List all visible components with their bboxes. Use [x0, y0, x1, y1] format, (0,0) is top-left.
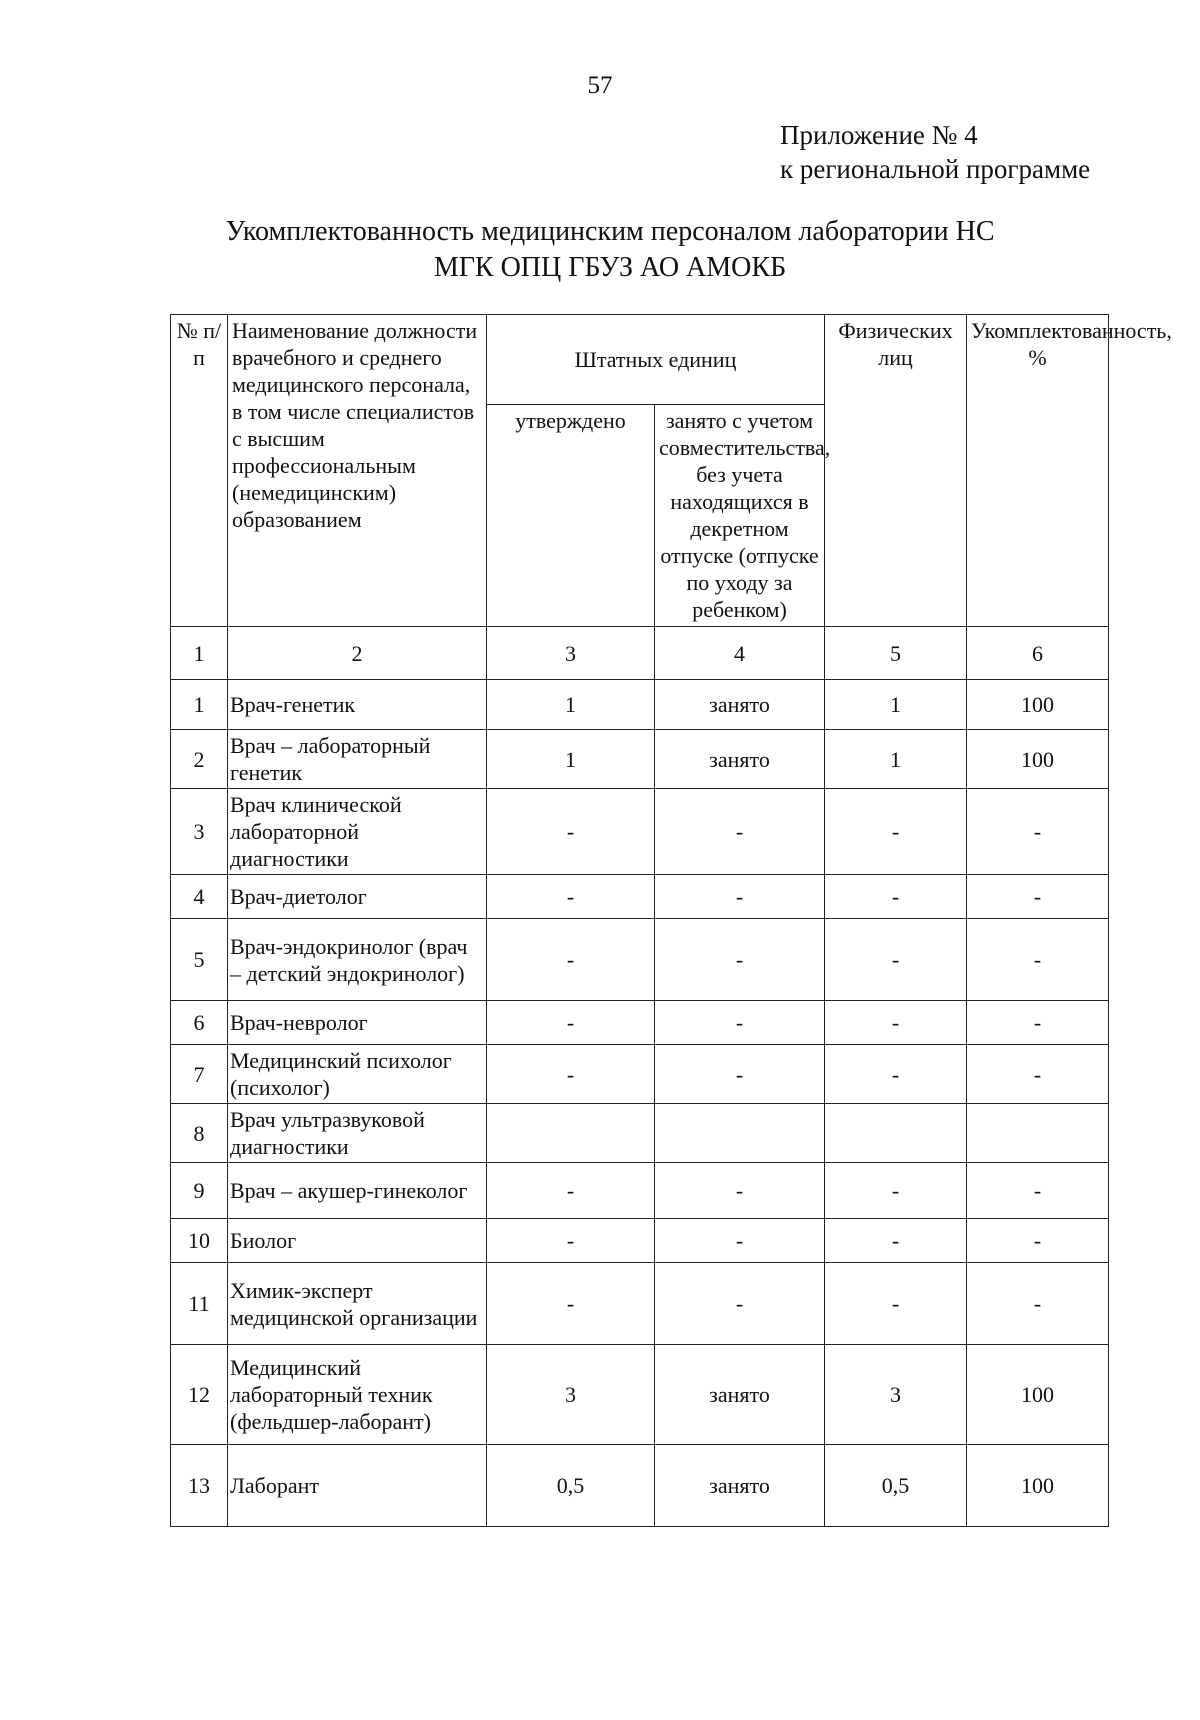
position-name-cell: Врач-диетолог: [228, 875, 487, 919]
occupied-cell: занято: [655, 1445, 825, 1527]
occupied-cell: -: [655, 919, 825, 1001]
approved-cell: -: [487, 789, 655, 875]
row-number-cell: 11: [171, 1263, 228, 1345]
occupied-cell: -: [655, 789, 825, 875]
row-number-cell: 2: [171, 730, 228, 789]
position-name-cell: Врач клинической лабораторной диагностики: [228, 789, 487, 875]
appendix-line-1: Приложение № 4: [780, 120, 978, 150]
physical-persons-cell: -: [825, 1163, 967, 1219]
physical-persons-cell: -: [825, 919, 967, 1001]
physical-persons-cell: -: [825, 1219, 967, 1263]
staffing-percent-cell: [967, 1104, 1109, 1163]
table-row: [171, 1163, 1109, 1219]
page-number: 57: [587, 72, 613, 99]
staffing-percent-cell: -: [967, 875, 1109, 919]
approved-cell: -: [487, 919, 655, 1001]
physical-persons-cell: [825, 1104, 967, 1163]
column-number-row: [171, 627, 1109, 680]
column-number: 4: [655, 627, 825, 680]
row-number-cell: 13: [171, 1445, 228, 1527]
table-row: [171, 1219, 1109, 1263]
approved-cell: -: [487, 1263, 655, 1345]
header-staffing-percent: Укомплектованность, %: [967, 315, 1109, 627]
row-number-cell: 6: [171, 1001, 228, 1045]
header-approved: утверждено: [487, 405, 655, 627]
header-number: № п/п: [171, 315, 228, 627]
position-name-cell: Врач ультразвуковой диагностики: [228, 1104, 487, 1163]
staffing-percent-cell: 100: [967, 680, 1109, 730]
table-row: [171, 875, 1109, 919]
physical-persons-cell: -: [825, 875, 967, 919]
position-name-cell: Врач – лабораторный генетик: [228, 730, 487, 789]
approved-cell: 3: [487, 1345, 655, 1445]
approved-cell: -: [487, 1163, 655, 1219]
approved-cell: 1: [487, 680, 655, 730]
occupied-cell: занято: [655, 680, 825, 730]
staffing-percent-cell: -: [967, 1219, 1109, 1263]
occupied-cell: -: [655, 875, 825, 919]
row-number-cell: 1: [171, 680, 228, 730]
staffing-percent-cell: -: [967, 789, 1109, 875]
header-occupied: занято с учетом совместительства, без учета находящихся в декретном отпуске (отпуске по уходу за ребенком): [655, 405, 825, 627]
table-row: [171, 1104, 1109, 1163]
position-name-cell: Химик-эксперт медицинской организации: [228, 1263, 487, 1345]
table-row: [171, 1001, 1109, 1045]
physical-persons-cell: 1: [825, 730, 967, 789]
physical-persons-cell: 0,5: [825, 1445, 967, 1527]
position-name-cell: Врач-невролог: [228, 1001, 487, 1045]
staffing-percent-cell: 100: [967, 730, 1109, 789]
position-name-cell: Лаборант: [228, 1445, 487, 1527]
table-row: [171, 1263, 1109, 1345]
physical-persons-cell: -: [825, 789, 967, 875]
occupied-cell: [655, 1104, 825, 1163]
header-position-name: Наименование должности врачебного и среднего медицинского персонала, в том числе специалистов с высшим профессиональным (немедицинским) образованием: [228, 315, 487, 627]
row-number-cell: 10: [171, 1219, 228, 1263]
column-number: 3: [487, 627, 655, 680]
position-name-cell: Медицинский психолог (психолог): [228, 1045, 487, 1104]
approved-cell: 0,5: [487, 1445, 655, 1527]
row-number-cell: 5: [171, 919, 228, 1001]
title-line-2: МГК ОПЦ ГБУЗ АО АМОКБ: [433, 252, 787, 283]
position-name-cell: Врач-генетик: [228, 680, 487, 730]
occupied-cell: -: [655, 1263, 825, 1345]
physical-persons-cell: -: [825, 1001, 967, 1045]
appendix-line-2: к региональной программе: [780, 154, 1091, 184]
physical-persons-cell: -: [825, 1263, 967, 1345]
physical-persons-cell: -: [825, 1045, 967, 1104]
column-number: 1: [171, 627, 228, 680]
staffing-percent-cell: -: [967, 1045, 1109, 1104]
staffing-percent-cell: -: [967, 1263, 1109, 1345]
staffing-percent-cell: 100: [967, 1345, 1109, 1445]
approved-cell: [487, 1104, 655, 1163]
staffing-table: [170, 314, 1172, 1527]
document-title: [150, 214, 1070, 286]
occupied-cell: -: [655, 1045, 825, 1104]
table-row: [171, 789, 1109, 875]
column-number: 2: [228, 627, 487, 680]
row-number-cell: 4: [171, 875, 228, 919]
staffing-percent-cell: -: [967, 1001, 1109, 1045]
table-row: [171, 680, 1109, 730]
staffing-percent-cell: -: [967, 919, 1109, 1001]
occupied-cell: -: [655, 1001, 825, 1045]
occupied-cell: занято: [655, 730, 825, 789]
row-number-cell: 12: [171, 1345, 228, 1445]
occupied-cell: -: [655, 1219, 825, 1263]
column-number: 5: [825, 627, 967, 680]
table-row: [171, 1045, 1109, 1104]
approved-cell: -: [487, 1001, 655, 1045]
approved-cell: -: [487, 875, 655, 919]
staffing-percent-cell: 100: [967, 1445, 1109, 1527]
title-line-1: Укомплектованность медицинским персоналом лаборатории НС: [225, 216, 995, 247]
row-number-cell: 9: [171, 1163, 228, 1219]
approved-cell: -: [487, 1045, 655, 1104]
position-name-cell: Медицинский лабораторный техник (фельдшер-лаборант): [228, 1345, 487, 1445]
occupied-cell: занято: [655, 1345, 825, 1445]
physical-persons-cell: 3: [825, 1345, 967, 1445]
row-number-cell: 7: [171, 1045, 228, 1104]
physical-persons-cell: 1: [825, 680, 967, 730]
row-number-cell: 8: [171, 1104, 228, 1163]
position-name-cell: Врач-эндокринолог (врач – детский эндокринолог): [228, 919, 487, 1001]
position-name-cell: Биолог: [228, 1219, 487, 1263]
table-row: [171, 730, 1109, 789]
row-number-cell: 3: [171, 789, 228, 875]
occupied-cell: -: [655, 1163, 825, 1219]
appendix-label: [780, 118, 1090, 186]
header-physical-persons: Физических лиц: [825, 315, 967, 627]
table-row: [171, 1445, 1109, 1527]
table-row: [171, 1345, 1109, 1445]
column-number: 6: [967, 627, 1109, 680]
table-row: [171, 919, 1109, 1001]
header-staff-units: Штатных единиц: [487, 315, 825, 405]
staffing-percent-cell: -: [967, 1163, 1109, 1219]
approved-cell: -: [487, 1219, 655, 1263]
position-name-cell: Врач – акушер-гинеколог: [228, 1163, 487, 1219]
approved-cell: 1: [487, 730, 655, 789]
